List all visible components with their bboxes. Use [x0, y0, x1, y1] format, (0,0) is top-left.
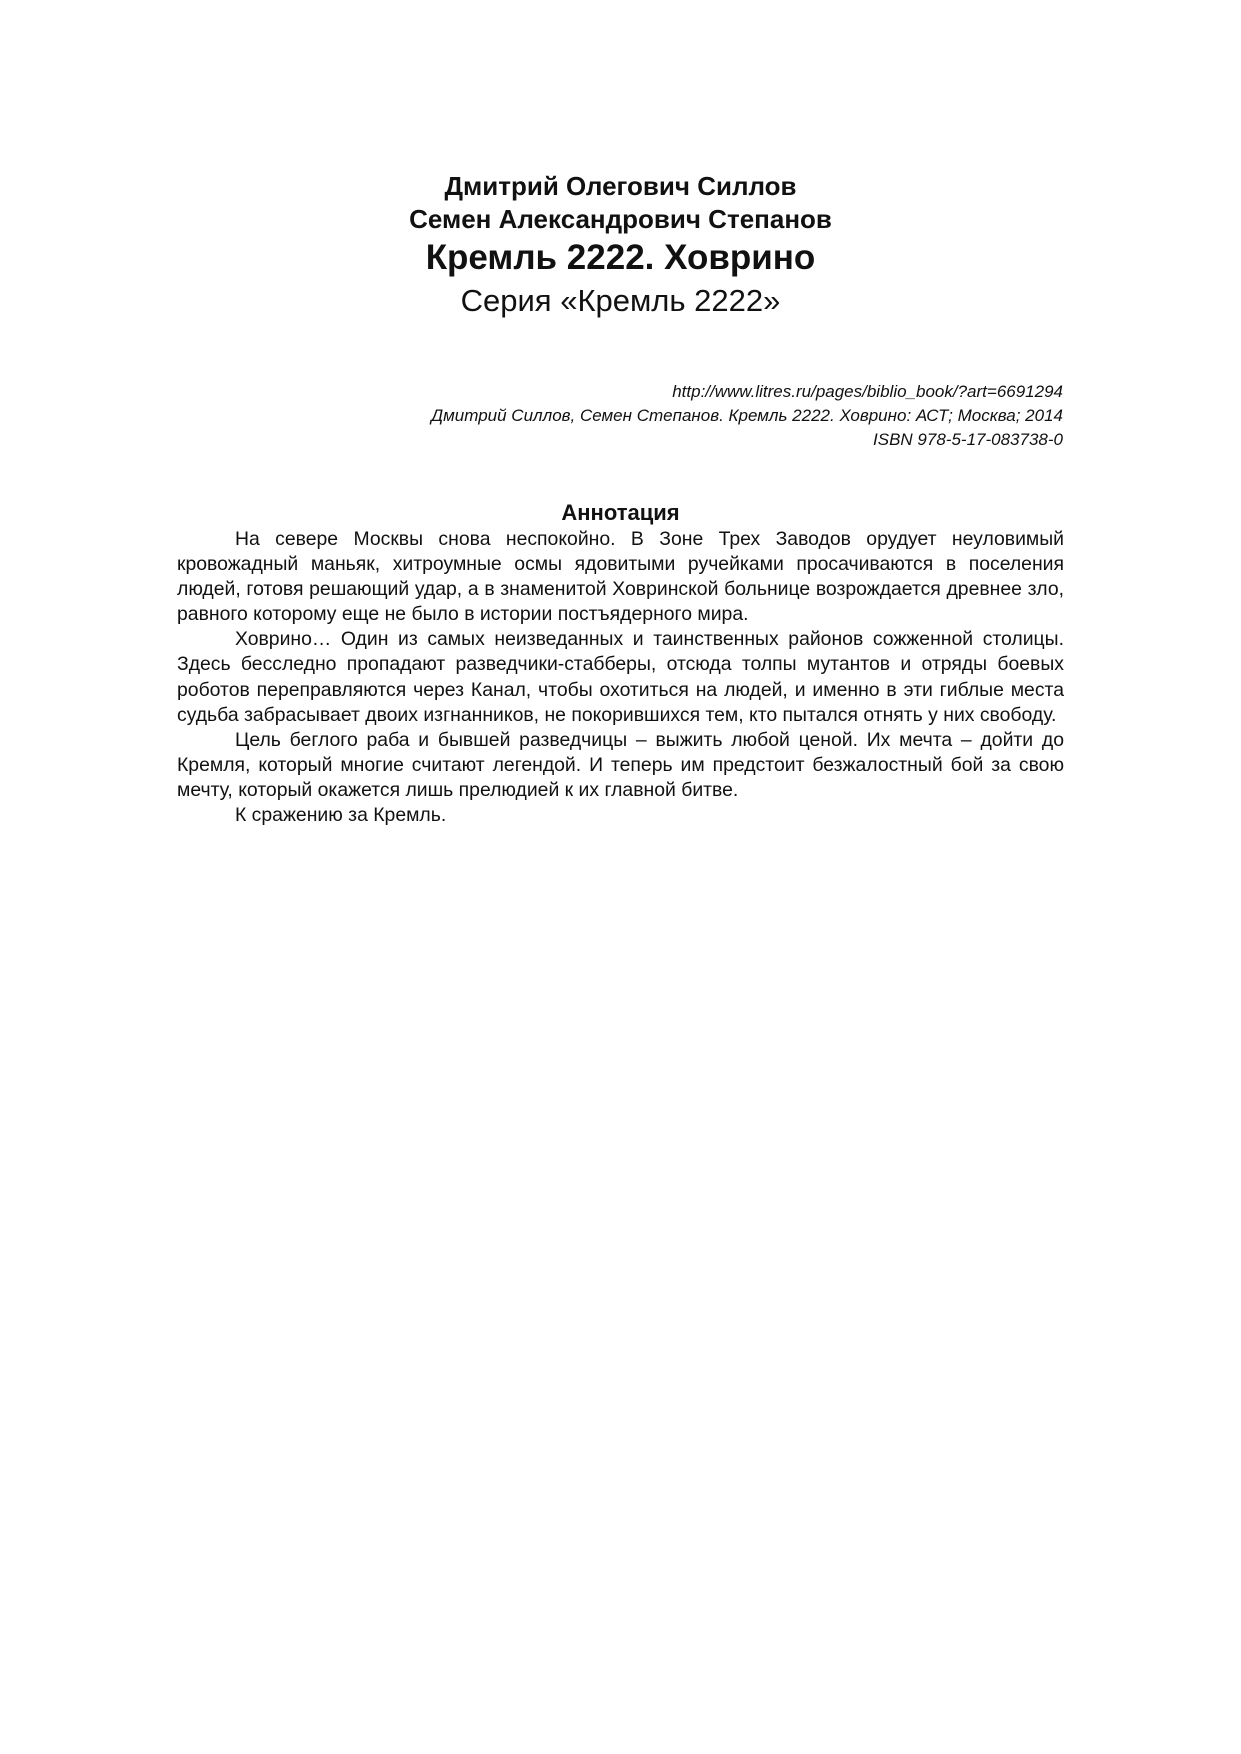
annotation-body — [177, 527, 1064, 828]
publication-meta — [263, 380, 1063, 452]
author-name: Дмитрий Олегович Силлов — [444, 171, 797, 201]
annotation-paragraph: Ховрино… Один из самых неизведанных и таинственных районов сожженной столицы. Здесь бесследно пропадают разведчики-стабберы, отсюда толпы мутантов и отряды боевых роботов переправляются через Канал, чтобы охотиться на людей, и именно в эти гиблые места судьба забрасывает двоих изгнанников, не покорившихся тем, кто пытался отнять у них свободу. — [177, 628, 1064, 726]
book-title: Кремль 2222. Ховрино — [425, 238, 816, 277]
annotation-paragraph: К сражению за Кремль. — [235, 804, 447, 827]
isbn-line: ISBN 978-5-17-083738-0 — [873, 430, 1063, 449]
annotation-paragraph: На севере Москвы снова неспокойно. В Зоне Трех Заводов орудует неуловимый кровожадный маньяк, хитроумные осмы ядовитыми ручейками просачиваются в поселения людей, готовя решающий удар, а в знаменитой Ховринской больнице возрождается древнее зло, равного которому еще не было в истории постъядерного мира. — [177, 528, 1064, 626]
source-url: http://www.litres.ru/pages/biblio_book/?art=6691294 — [672, 382, 1063, 401]
author-name: Семен Александрович Степанов — [409, 204, 832, 234]
series-name: Серия «Кремль 2222» — [460, 283, 781, 318]
annotation-heading: Аннотация — [561, 500, 680, 525]
annotation-paragraph: Цель беглого раба и бывшей разведчицы – выжить любой ценой. Их мечта – дойти до Кремля, который многие считают легендой. И теперь им предстоит безжалостный бой за свою мечту, который окажется лишь прелюдией к их главной битве. — [177, 728, 1064, 801]
title-block — [0, 170, 1241, 322]
citation-line: Дмитрий Силлов, Семен Степанов. Кремль 2222. Ховрино: АСТ; Москва; 2014 — [431, 406, 1063, 425]
